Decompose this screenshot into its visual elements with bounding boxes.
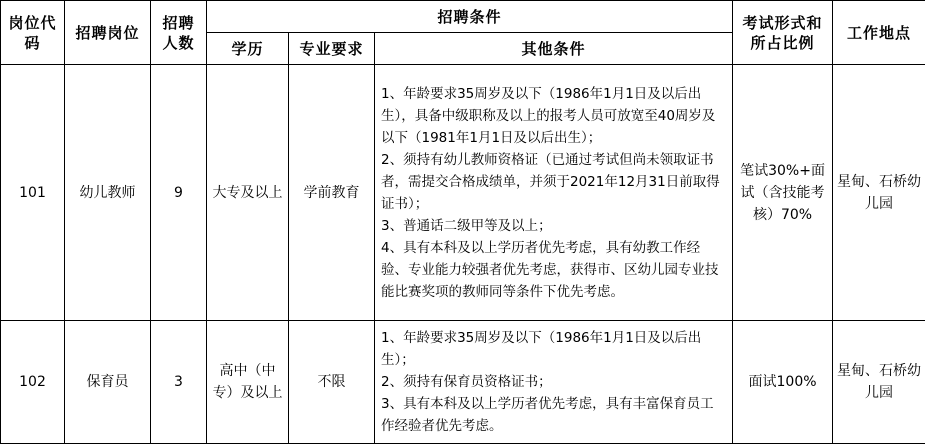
cell-education: 大专及以上: [207, 65, 289, 321]
header-position: 招聘岗位: [65, 1, 151, 65]
table-row: [1, 65, 925, 321]
cell-other-conditions: [375, 65, 733, 321]
cell-other-conditions: [375, 321, 733, 444]
cell-position: 幼儿教师: [65, 65, 151, 321]
cell-education: 高中（中专）及以上: [207, 321, 289, 444]
cell-code: 101: [1, 65, 65, 321]
header-conditions: 招聘条件: [207, 1, 733, 33]
header-other: 其他条件: [375, 33, 733, 65]
cell-position: 保育员: [65, 321, 151, 444]
condition-item: 2、须持有保育员资格证书；: [381, 374, 552, 390]
condition-item: 3、普通话二级甲等及以上；: [381, 217, 552, 234]
cell-count: 3: [151, 321, 207, 444]
header-education: 学历: [207, 33, 289, 65]
cell-major: 学前教育: [289, 65, 375, 321]
condition-item: 2、须持有幼儿教师资格证（已通过考试但尚未领取证书者，需提交合格成绩单，并须于2021年12月31日前取得证书）；: [381, 151, 720, 212]
cell-code: 102: [1, 321, 65, 444]
cell-location: 星甸、石桥幼儿园: [833, 65, 925, 321]
condition-item: 1、年龄要求35周岁及以下（1986年1月1日及以后出生），具备中级职称及以上的报考人员可放宽至40周岁及以下（1981年1月1日及以后出生）；: [381, 85, 716, 146]
table-row: [1, 321, 925, 444]
cell-exam: 笔试30%+面试（含技能考核）70%: [733, 65, 833, 321]
cell-count: 9: [151, 65, 207, 321]
cell-major: 不限: [289, 321, 375, 444]
condition-item: 3、具有本科及以上学历者优先考虑，具有丰富保育员工作经验者优先考虑。: [381, 396, 714, 434]
condition-item: 1、年龄要求35周岁及以下（1986年1月1日及以后出生）；: [381, 330, 702, 368]
cell-exam: 面试100%: [733, 321, 833, 444]
header-exam: 考试形式和所占比例: [733, 1, 833, 65]
header-major: 专业要求: [289, 33, 375, 65]
header-code: 岗位代码: [1, 1, 65, 65]
cell-location: 星甸、石桥幼儿园: [833, 321, 925, 444]
condition-item: 4、具有本科及以上学历者优先考虑，具有幼教工作经验、专业能力较强者优先考虑，获得市、区幼儿园专业技能比赛奖项的教师同等条件下优先考虑。: [381, 239, 719, 300]
header-location: 工作地点: [833, 1, 925, 65]
header-count: 招聘人数: [151, 1, 207, 65]
